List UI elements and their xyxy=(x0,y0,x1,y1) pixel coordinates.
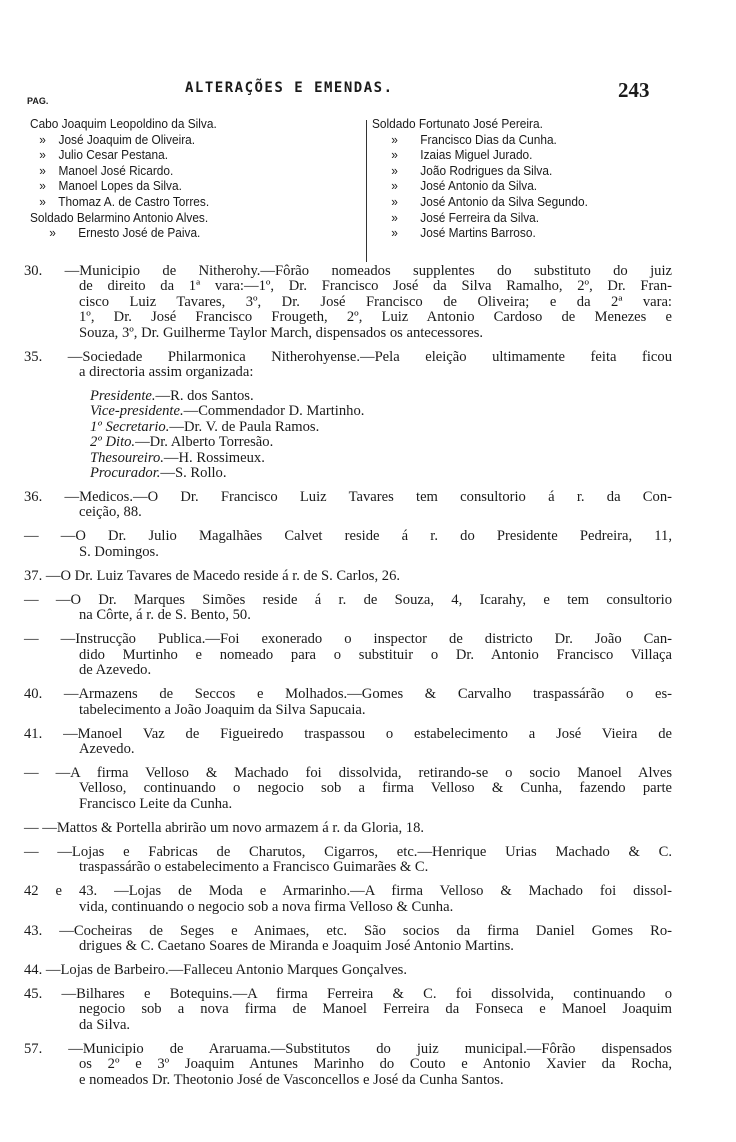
entry-line: Azevedo. xyxy=(79,740,135,757)
entry-line: os 2º e 3º Joaquim Antunes Marinho do Couto e Antonio Xavier da Rocha, xyxy=(79,1056,672,1073)
entry-line: de direito da 1ª vara:—1º, Dr. Francisco José da Silva Ramalho, 2º, Dr. Fran- xyxy=(79,278,672,295)
officer-name: —R. dos Santos. xyxy=(155,388,254,405)
name-prefix: Soldado xyxy=(372,116,416,131)
entry xyxy=(24,687,672,718)
entry-line: Souza, 3º, Dr. Guilherme Taylor March, dispensados os antecessores. xyxy=(79,324,484,341)
officer-name: —Commendador D. Martinho. xyxy=(183,403,365,420)
entry-line: cisco Luiz Tavares, 3º, Dr. José Francisco de Oliveira; e da 2ª vara: xyxy=(79,293,672,310)
name-prefix: » xyxy=(391,209,398,225)
name-text: Francisco Dias da Cunha. xyxy=(420,131,557,147)
page-number: 243 xyxy=(618,78,650,102)
name-prefix: » xyxy=(49,225,56,241)
officers-list xyxy=(24,389,672,481)
officer-line xyxy=(24,420,672,435)
entries-body xyxy=(24,264,672,1097)
names-list-left xyxy=(30,116,217,241)
entry xyxy=(24,727,672,758)
name-prefix: » xyxy=(391,178,398,194)
entry-line: dido Murtinho e nomeado para o substituir o Dr. Antonio Francisco Villaça xyxy=(79,646,672,663)
entry xyxy=(24,1042,672,1088)
entry-line: drigues & C. Caetano Soares de Miranda e Joaquim José Antonio Martins. xyxy=(79,937,514,954)
name-row xyxy=(372,178,588,194)
entry-line: 36. —Medicos.—O Dr. Francisco Luiz Tavares tem consultorio á r. da Con- xyxy=(24,489,672,506)
name-prefix: » xyxy=(391,131,398,147)
name-text: José Antonio da Silva Segundo. xyxy=(420,193,588,209)
entry-line: 40. —Armazens de Seccos e Molhados.—Gomes & Carvalho traspassárão o es- xyxy=(24,686,672,703)
entry-line: 30. —Municipio de Nitherohy.—Fôrão nomeados supplentes do substituto do juiz xyxy=(24,263,672,279)
name-row xyxy=(372,225,588,241)
entry-line: — —A firma Velloso & Machado foi dissolvida, retirando-se o socio Manoel Alves xyxy=(24,764,672,781)
name-text: Julio Cesar Pestana. xyxy=(58,147,169,163)
name-prefix: Cabo xyxy=(30,116,59,131)
officer-role: 1º Secretario. xyxy=(90,418,170,435)
name-prefix: » xyxy=(391,162,398,178)
name-text: João Rodrigues da Silva. xyxy=(420,162,553,178)
entry-line: — —Mattos & Portella abrirão um novo armazem á r. da Gloria, 18. xyxy=(24,819,425,836)
pag-label: PAG. xyxy=(27,96,49,106)
name-text: Izaias Miguel Jurado. xyxy=(420,147,533,163)
entry-line: — —O Dr. Julio Magalhães Calvet reside á r. do Presidente Pedreira, 11, xyxy=(24,528,672,545)
entry xyxy=(24,569,672,584)
entry xyxy=(24,350,672,381)
officer-name: —H. Rossimeux. xyxy=(163,449,265,466)
officer-role: Procurador. xyxy=(90,465,161,482)
name-row xyxy=(372,147,588,163)
entry-line: 35. —Sociedade Philarmonica Nitherohyense.—Pela eleição ultimamente feita ficou xyxy=(24,348,672,365)
entry xyxy=(24,632,672,678)
officer-line xyxy=(24,389,672,404)
entry xyxy=(24,963,672,978)
entry-line: Velloso, continuando o negocio sob a firma Velloso & Cunha, fazendo parte xyxy=(79,780,672,797)
entry xyxy=(24,766,672,812)
name-text: José Martins Barroso. xyxy=(420,225,536,241)
officer-name: —Dr. Alberto Torresão. xyxy=(135,434,274,451)
officer-name: —Dr. V. de Paula Ramos. xyxy=(169,418,320,435)
name-row xyxy=(372,163,588,179)
officer-line xyxy=(24,435,672,450)
name-row xyxy=(372,132,588,148)
officer-name: —S. Rollo. xyxy=(160,465,227,482)
name-prefix: Soldado xyxy=(30,209,74,225)
entry xyxy=(24,845,672,876)
officer-role: Vice-presidente. xyxy=(90,403,184,420)
entry-line: — —Lojas e Fabricas de Charutos, Cigarros, etc.—Henrique Urias Machado & C. xyxy=(24,843,672,860)
name-text: José Antonio da Silva. xyxy=(420,178,538,194)
entry xyxy=(24,490,672,521)
officer-line xyxy=(24,404,672,419)
name-text: José Ferreira da Silva. xyxy=(420,209,540,225)
name-prefix: » xyxy=(391,147,398,163)
name-text: Joaquim Leopoldino da Silva. xyxy=(61,116,217,131)
name-prefix: » xyxy=(39,162,46,178)
entry xyxy=(24,821,672,836)
officer-role: Thesoureiro. xyxy=(90,449,164,466)
entry-line: — —O Dr. Marques Simões reside á r. de Souza, 4, Icarahy, e tem consultorio xyxy=(24,591,672,608)
name-row xyxy=(30,132,217,148)
page-header xyxy=(0,80,736,104)
entry-line: tabelecimento a João Joaquim da Silva Sapucaia. xyxy=(79,701,366,718)
name-row xyxy=(372,194,588,210)
officer-role: 2º Dito. xyxy=(90,434,136,451)
name-row xyxy=(30,178,217,194)
name-prefix: » xyxy=(391,193,398,209)
name-row xyxy=(372,210,588,226)
name-text: José Joaquim de Oliveira. xyxy=(58,131,196,147)
entry xyxy=(24,884,672,915)
name-prefix: » xyxy=(39,147,46,163)
entry-line: traspassárão o estabelecimento a Francisco Guimarães & C. xyxy=(79,859,429,876)
name-prefix: » xyxy=(39,178,46,194)
entry-line: 43. —Cocheiras de Seges e Animaes, etc. São socios da firma Daniel Gomes Ro- xyxy=(24,922,672,939)
entry-line: 57. —Municipio de Araruama.—Substitutos do juiz municipal.—Fôrão dispensados xyxy=(24,1040,672,1057)
entry-line: na Côrte, á r. de S. Bento, 50. xyxy=(79,607,251,624)
name-text: Manoel José Ricardo. xyxy=(58,162,174,178)
officer-line xyxy=(24,451,672,466)
entry xyxy=(24,987,672,1033)
entry xyxy=(24,529,672,560)
officer-line xyxy=(24,466,672,481)
entry xyxy=(24,593,672,624)
name-prefix: » xyxy=(39,193,46,209)
column-divider xyxy=(366,120,367,262)
entry-line: 44. —Lojas de Barbeiro.—Falleceu Antonio Marques Gonçalves. xyxy=(24,961,407,978)
name-row xyxy=(30,147,217,163)
entry-line: de Azevedo. xyxy=(79,662,152,679)
name-text: Fortunato José Pereira. xyxy=(418,116,543,131)
name-row xyxy=(30,225,217,241)
page-title: ALTERAÇÕES E EMENDAS. xyxy=(185,80,394,96)
name-prefix: » xyxy=(391,225,398,241)
names-list-right xyxy=(372,116,588,241)
officer-role: Presidente. xyxy=(90,388,156,405)
entry-line: a directoria assim organizada: xyxy=(79,364,254,381)
entry-line: e nomeados Dr. Theotonio José de Vasconcellos e José da Cunha Santos. xyxy=(79,1071,504,1088)
entry-line: 45. —Bilhares e Botequins.—A firma Ferreira & C. foi dissolvida, continuando o xyxy=(24,985,672,1002)
entry-line: vida, continuando o negocio sob a nova firma Velloso & Cunha. xyxy=(79,898,454,915)
entry-line: 1º, Dr. José Francisco Frougeth, 2º, Luiz Antonio Cardoso de Menezes e xyxy=(79,309,672,326)
entry-line: 37. —O Dr. Luiz Tavares de Macedo reside á r. de S. Carlos, 26. xyxy=(24,567,401,584)
entry-line: 41. —Manoel Vaz de Figueiredo traspassou o estabelecimento a José Vieira de xyxy=(24,725,672,742)
name-row xyxy=(30,116,217,132)
name-text: Thomaz A. de Castro Torres. xyxy=(58,193,210,209)
entry-line: Francisco Leite da Cunha. xyxy=(79,795,233,812)
name-text: Ernesto José de Paiva. xyxy=(78,225,201,241)
name-text: Belarmino Antonio Alves. xyxy=(76,209,209,225)
name-row xyxy=(30,210,217,226)
entry-line: S. Domingos. xyxy=(79,543,159,560)
entry-line: da Silva. xyxy=(79,1016,131,1033)
name-row xyxy=(372,116,588,132)
name-text: Manoel Lopes da Silva. xyxy=(58,178,182,194)
name-prefix: » xyxy=(39,131,46,147)
entry-line: negocio sob a nova firma de Manoel Ferreira da Fonseca e Manoel Joaquim xyxy=(79,1001,672,1018)
name-row xyxy=(30,163,217,179)
entry-line: ceição, 88. xyxy=(79,504,142,521)
entry xyxy=(24,924,672,955)
entry-line: 42 e 43. —Lojas de Moda e Armarinho.—A firma Velloso & Machado foi dissol- xyxy=(24,883,672,900)
name-row xyxy=(30,194,217,210)
entry-line: — —Instrucção Publica.—Foi exonerado o inspector de districto Dr. João Can- xyxy=(24,631,672,648)
entry xyxy=(24,264,672,341)
